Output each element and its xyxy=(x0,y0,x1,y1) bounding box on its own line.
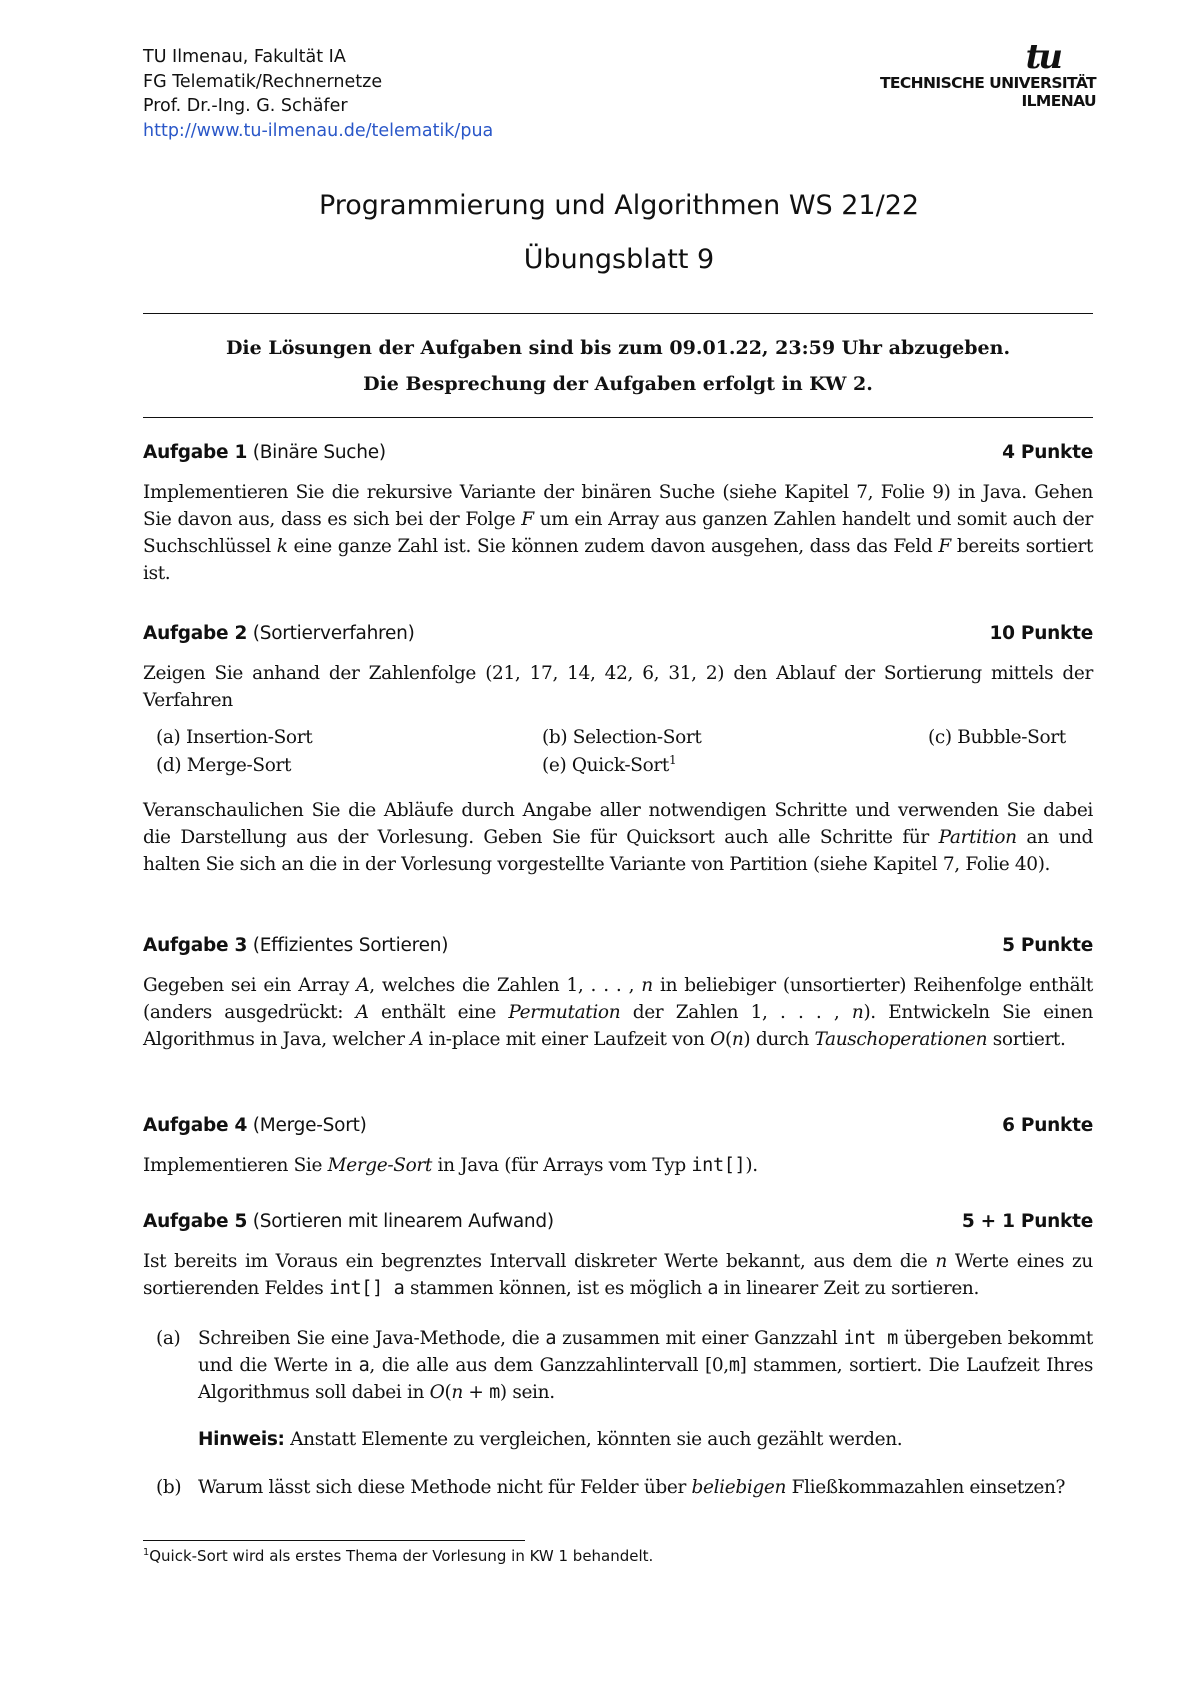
course-url-link[interactable]: http://www.tu-ilmenau.de/telematik/pua xyxy=(143,120,494,141)
math-var: A xyxy=(410,1029,424,1050)
task-5-intro xyxy=(143,1248,1093,1302)
list-item xyxy=(542,752,676,779)
list-item: (a) Insertion-Sort xyxy=(156,727,313,748)
text-run: Schreiben Sie eine Java-Methode, die xyxy=(198,1328,546,1349)
task-topic: (Merge-Sort) xyxy=(252,1115,367,1136)
task-points: 5 + 1 Punkte xyxy=(961,1211,1093,1232)
task-label: Aufgabe 2 xyxy=(143,623,248,644)
task-topic: (Sortieren mit linearem Aufwand) xyxy=(252,1211,554,1232)
text-run: ] stammen, sortiert. Die Laufzeit Ihres Algorithmus soll dabei in xyxy=(198,1355,1094,1403)
task-2-header xyxy=(143,620,1093,647)
task-3-text xyxy=(143,972,1093,1053)
text-run: Fließkommazahlen einsetzen? xyxy=(786,1477,1066,1498)
math-var: F xyxy=(521,509,534,530)
text-run: in-place mit einer Laufzeit von xyxy=(423,1029,711,1050)
hint-text: Anstatt Elemente zu vergleichen, könnten sie auch gezählt werden. xyxy=(284,1429,903,1450)
text-run: in beliebiger (unsortierter) Reihenfolge enthält (anders ausgedrückt: xyxy=(143,975,1093,1023)
task-label: Aufgabe 3 xyxy=(143,935,248,956)
hint-label: Hinweis: xyxy=(198,1429,285,1450)
text-run: stammen können, ist es möglich xyxy=(404,1278,708,1299)
hint xyxy=(198,1426,902,1453)
code-literal: a xyxy=(545,1328,557,1349)
text-run: in linearer Zeit zu sortieren. xyxy=(718,1278,980,1299)
text-run: ( xyxy=(724,1029,732,1050)
footnote-divider xyxy=(143,1540,525,1541)
subtask-b xyxy=(156,1474,1093,1501)
text-run: Implementieren Sie die rekursive Variante der binären Suche (siehe Kapitel 7, Folie 9) in Java. Gehen Sie davon aus, dass es sich bei der Folge xyxy=(143,482,1093,530)
text-run: bereits sortiert ist. xyxy=(143,536,1094,584)
institute-line: TU Ilmenau, Fakultät IA xyxy=(143,47,346,67)
code-literal: a xyxy=(358,1355,370,1376)
institute-line: FG Telematik/Rechnernetze xyxy=(143,71,383,92)
task-points: 10 Punkte xyxy=(989,623,1093,644)
logo-mark: tu xyxy=(1025,37,1060,77)
text-run: in Java (für Arrays vom Typ xyxy=(432,1155,692,1176)
text-run: um ein Array aus ganzen Zahlen handelt und somit auch der Suchschlüssel xyxy=(143,509,1093,557)
code-literal: a xyxy=(707,1278,719,1299)
task-label: Aufgabe 1 xyxy=(143,442,248,463)
code-literal: m xyxy=(728,1355,740,1376)
text-run: , die alle aus dem Ganzzahlintervall [0, xyxy=(369,1355,729,1376)
text-run: , welches die Zahlen 1, . . . , xyxy=(369,975,642,996)
task-label: Aufgabe 5 xyxy=(143,1211,248,1232)
task-2-intro: Zeigen Sie anhand der Zahlenfolge (21, 17, 14, 42, 6, 31, 2) den Ablauf der Sortierung mittels der Verfahren xyxy=(143,663,1093,711)
subtask-text xyxy=(198,1325,1093,1406)
task-3-header xyxy=(143,932,1093,959)
task-5-header xyxy=(143,1208,1093,1235)
math-var: A xyxy=(355,1002,369,1023)
math-var: O xyxy=(710,1029,725,1050)
sheet-title: Übungsblatt 9 xyxy=(523,244,715,275)
institute-block xyxy=(143,45,493,143)
text-run: ) sein. xyxy=(499,1382,555,1403)
task-points: 6 Punkte xyxy=(1002,1115,1093,1136)
footnote xyxy=(143,1546,653,1566)
emphasis: Permutation xyxy=(508,1002,621,1023)
emphasis: beliebigen xyxy=(691,1477,787,1498)
subtask-a xyxy=(156,1325,1093,1406)
course-title: Programmierung und Algorithmen WS 21/22 xyxy=(318,190,920,221)
footnote-ref: 1 xyxy=(668,752,677,767)
code-literal: int m xyxy=(843,1328,898,1349)
task-points: 4 Punkte xyxy=(1002,442,1093,463)
text-run: übergeben bekommt und die Werte in xyxy=(198,1328,1093,1376)
divider xyxy=(143,313,1093,314)
text-run: ). Entwickeln Sie einen Algorithmus in Java, welcher xyxy=(143,1002,1093,1050)
task-label: Aufgabe 4 xyxy=(143,1115,248,1136)
list-item: (c) Bubble-Sort xyxy=(928,727,1066,748)
deadline-notice xyxy=(143,330,1093,402)
subtask-label: (a) xyxy=(156,1328,181,1349)
text-run: ( xyxy=(444,1382,452,1403)
emphasis: Merge-Sort xyxy=(327,1155,432,1176)
text-run: Gegeben sei ein Array xyxy=(143,975,357,996)
footnote-text: Quick-Sort wird als erstes Thema der Vorlesung in KW 1 behandelt. xyxy=(149,1547,654,1565)
task-1-text xyxy=(143,479,1093,587)
code-literal: int[] xyxy=(691,1155,746,1176)
task-4-header xyxy=(143,1112,1093,1139)
subtask-text xyxy=(198,1474,1093,1501)
text-run: Implementieren Sie xyxy=(143,1155,328,1176)
text-run: der Zahlen 1, . . . , xyxy=(620,1002,852,1023)
math-var: k xyxy=(276,536,288,557)
task-2-text xyxy=(143,797,1093,878)
subtask-label: (b) xyxy=(156,1477,182,1498)
text-run: sortiert. xyxy=(987,1029,1066,1050)
divider xyxy=(143,417,1093,418)
list-item: (b) Selection-Sort xyxy=(542,727,702,748)
math-var: n xyxy=(851,1002,864,1023)
institute-line: Prof. Dr.-Ing. G. Schäfer xyxy=(143,96,348,116)
code-literal: int[] a xyxy=(328,1278,405,1299)
deadline-line: Die Lösungen der Aufgaben sind bis zum 09.01.22, 23:59 Uhr abzugeben. xyxy=(225,337,1011,359)
task-topic: (Binäre Suche) xyxy=(252,442,386,463)
text-run: Veranschaulichen Sie die Abläufe durch Angabe aller notwendigen Schritte und verwenden Sie dabei die Darstellung aus der Vorlesung. Geben Sie für Quicksort auch alle Schritte für xyxy=(143,800,1093,848)
math-var: F xyxy=(938,536,951,557)
logo-line-2: ILMENAU xyxy=(1021,92,1096,110)
task-topic: (Sortierverfahren) xyxy=(252,623,415,644)
code-literal: m xyxy=(489,1382,500,1403)
text-run: eine ganze Zahl ist. Sie können zudem davon ausgehen, dass das Feld xyxy=(287,536,939,557)
math-var: n xyxy=(451,1382,463,1403)
task-4-text xyxy=(143,1152,1093,1179)
footnote-mark: 1 xyxy=(143,1547,150,1558)
emphasis: Tauschoperationen xyxy=(814,1029,988,1050)
math-var: A xyxy=(356,975,370,996)
text-run: an und halten Sie sich an die in der Vorlesung vorgestellte Variante von Partition (siehe Kapitel 7, Folie 40). xyxy=(143,827,1094,875)
text-run: zusammen mit einer Ganzzahl xyxy=(556,1328,844,1349)
list-item-text: (e) Quick-Sort xyxy=(542,755,669,776)
text-run: Warum lässt sich diese Methode nicht für Felder über xyxy=(198,1477,692,1498)
text-run: enthält eine xyxy=(368,1002,509,1023)
math-var: n xyxy=(731,1029,744,1050)
text-run: ). xyxy=(745,1155,758,1176)
math-var: O xyxy=(429,1382,445,1403)
math-var: n xyxy=(641,975,653,996)
text-run: Werte eines zu sortierenden Feldes xyxy=(143,1251,1093,1299)
math-var: n xyxy=(935,1251,947,1272)
task-1-header xyxy=(143,439,1093,466)
task-topic: (Effizientes Sortieren) xyxy=(252,935,449,956)
logo-line-1: TECHNISCHE UNIVERSITÄT xyxy=(879,74,1096,92)
university-logo xyxy=(836,37,1096,110)
emphasis: Partition xyxy=(938,827,1017,848)
text-run: ) durch xyxy=(743,1029,815,1050)
text-run: Ist bereits im Voraus ein begrenztes Intervall diskreter Werte bekannt, aus dem die xyxy=(143,1251,936,1272)
task-points: 5 Punkte xyxy=(1002,935,1093,956)
text-run: + xyxy=(462,1382,490,1403)
list-item: (d) Merge-Sort xyxy=(156,755,292,776)
discussion-line: Die Besprechung der Aufgaben erfolgt in KW 2. xyxy=(363,373,873,395)
